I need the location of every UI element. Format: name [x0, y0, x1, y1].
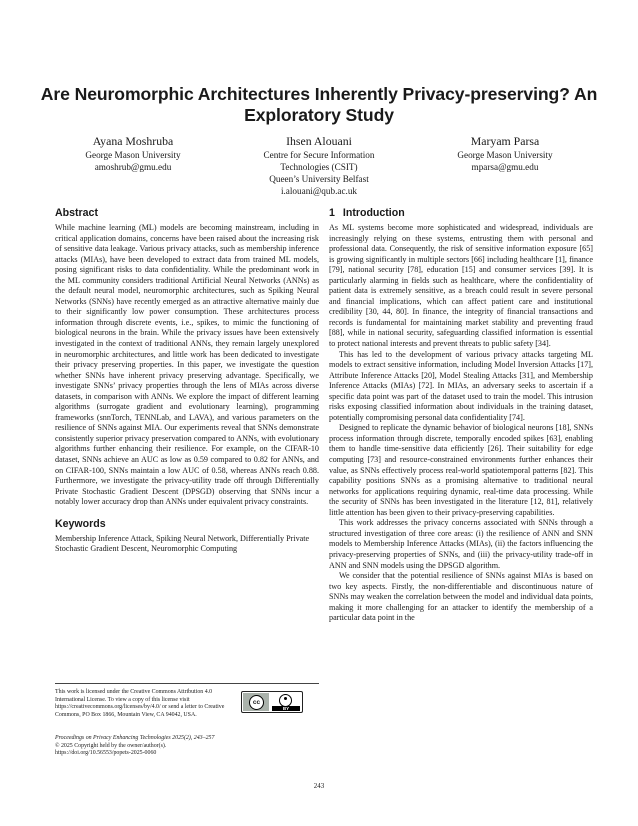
- by-label: BY: [272, 706, 300, 711]
- author-email: mparsa@gmu.edu: [471, 162, 539, 172]
- author-affiliation: George Mason University: [457, 150, 553, 160]
- proceedings-line: Proceedings on Privacy Enhancing Technologies 2025(2), 243–257: [55, 735, 215, 741]
- intro-paragraph: Designed to replicate the dynamic behavior of biological neurons [18], SNNs process information through discrete, temporally encoded spikes [63], enabling them to handle time-sensitive data efficiently [26]. Their suitability for edge computing [73] and resource-constrained environments further enhances their value, as SNNs effectively process real-world spatiotemporal patterns [82]. This capability positions SNNs as a promising alternative to traditional neural networks for applications requiring dynamic, real-time data processing. While the security of SNNs has been investigated in the literature [12, 81], relatively little attention has been given to their privacy-preserving capabilities.: [329, 423, 593, 517]
- author-name: Ayana Moshruba: [92, 134, 174, 148]
- abstract-text: While machine learning (ML) models are becoming mainstream, including in critical application domains, concerns have been raised about the increasing risk of sensitive data leakage. Various privacy attacks, such as membership inference attacks (MIAs), have been developed to extract data from trained ML models, posing significant risks to data confidentiality. While the predominant work in the ML community considers traditional Artificial Neural Networks (ANNs) as the default neural model, neuromorphic architectures, such as Spiking Neural Networks (SNNs) have recently emerged as an attractive alternative mainly due to their significantly low power consumption. These architectures process information through discrete events, i.e., spikes, to mimic the functioning of biological neurons in the brain. While the privacy issues have been extensively investigated in the context of traditional ANNs, they remain largely unexplored in neuromorphic architectures, and little work has been dedicated to investigate their privacy preserving properties. In this paper, we investigate the question whether SNNs have inherent privacy preserving advantage. Specifically, we investigate SNNs’ privacy properties through the lens of MIAs across diverse datasets, in comparison with ANNs. We explore the impact of different learning algorithms (surrogate gradient and evolutionary learning), programming frameworks (snnTorch, TENNLab, and LAVA), and various parameters on the resilience of SNNs against MIA. Our experiments reveal that SNNs demonstrate consistently superior privacy preservation compared to ANNs, with evolutionary algorithms further enhancing their resilience. For example, on the CIFAR-10 dataset, SNNs achieve an AUC as low as 0.59 compared to 0.82 for ANNs, and on CIFAR-100, SNNs maintain a low AUC of 0.58, whereas ANNs reach 0.88. Furthermore, we investigate the privacy-utility trade off through Differentially Private Stochastic Gradient Descent (DPSGD) observing that SNNs incur a notably lower accuracy drop than ANNs under equivalent privacy constraints.: [55, 223, 319, 507]
- section-number: 1: [329, 207, 335, 219]
- intro-paragraph: We consider that the potential resilience of SNNs against MIAs is based on two key aspects. Firstly, the non-differentiable and discontinuous nature of SNNs may weaken the correlation between the model and individual data points, making it more challenging for an attacker to identify the membership of a particular data point in the: [329, 571, 593, 623]
- paper-title: Are Neuromorphic Architectures Inherently Privacy-preserving? An Exploratory Study: [40, 84, 598, 125]
- keywords-heading: Keywords: [55, 517, 106, 530]
- section-title: Introduction: [342, 207, 405, 219]
- page-number: 243: [313, 782, 325, 790]
- left-column: [55, 207, 319, 555]
- author-1: [40, 134, 226, 173]
- cc-icon: cc: [249, 695, 264, 710]
- author-name: Ihsen Alouani: [286, 134, 352, 148]
- license-text: This work is licensed under the Creative Commons Attribution 4.0 International License. To view a copy of this license visit https://creativecommons.org/licenses/by/4.0/ or send a letter to Creative Commons, PO Box 1866, Mountain View, CA 94042, USA.: [55, 689, 225, 718]
- intro-paragraph: This work addresses the privacy concerns associated with SNNs through a structured investigation of three core areas: (i) the resilience of ANN and SNN models to Membership Inference Attacks (MIAs), (ii) the factors influencing the privacy-preserving properties of SNNs, and (iii) the privacy-utility trade-off in ANN and SNN models using the DPSGD algorithm.: [329, 518, 593, 570]
- introduction-heading: [329, 207, 593, 220]
- intro-paragraph: This has led to the development of various privacy attacks targeting ML models to extract sensitive information, including Model Inversion Attacks [17], Attribute Inference Attacks [20], Model Stealing Attacks [31], and Membership Inference Attacks (MIAs) [72]. In MIAs, an adversary seeks to ascertain if a specific data point was part of the dataset used to train the model. This intrusion risks exposing classified information about individuals in the training dataset, potentially compromising personal data confidentiality [74].: [329, 349, 593, 422]
- intro-paragraph: As ML systems become more sophisticated and widespread, individuals are increasingly relying on these systems, entrusting them with personal and professional data. Consequently, the risk of sensitive information exposure [65] is growing significantly in multiple sectors [66] including healthcare [1], finance [79], national security [78], education [15] and consumer services [39]. It is particularly alarming in fields such as healthcare, where the confidentiality of patient data is extremely sensitive, as a breach could result in severe personal and financial implications, which can affect patient care and institutional credibility [30, 44, 80]. In finance, the integrity of financial transactions and records is fundamental for maintaining market stability and preventing fraud [88], while in national security, safeguarding classified information is essential to protect national interests and prevent threats to public safety [34].: [329, 223, 593, 349]
- license-footer: [55, 683, 319, 758]
- attribution-icon: [272, 693, 300, 711]
- abstract-heading: Abstract: [55, 207, 98, 219]
- cc-by-badge[interactable]: [241, 691, 303, 713]
- license-row: [55, 689, 319, 735]
- author-email: i.alouani@qub.ac.uk: [280, 186, 358, 196]
- author-3: [412, 134, 598, 173]
- author-affiliation: Queen’s University Belfast: [269, 174, 369, 184]
- author-affiliation: George Mason University: [85, 150, 181, 160]
- author-email: amoshrub@gmu.edu: [94, 162, 172, 172]
- copyright-line: © 2025 Copyright held by the owner/author(s).: [55, 742, 167, 749]
- author-affiliation: Centre for Secure Information: [263, 150, 375, 160]
- cc-logo-background: [243, 693, 269, 711]
- right-column: [329, 207, 593, 624]
- author-name: Maryam Parsa: [470, 134, 540, 148]
- author-affiliation: Technologies (CSIT): [280, 162, 358, 172]
- doi-link[interactable]: https://doi.org/10.56553/popets-2025-0060: [55, 750, 157, 757]
- keywords-text: Membership Inference Attack, Spiking Neural Network, Differentially Private Stochastic Gradient Descent, Neuromorphic Computing: [55, 533, 310, 554]
- author-2: [226, 134, 412, 197]
